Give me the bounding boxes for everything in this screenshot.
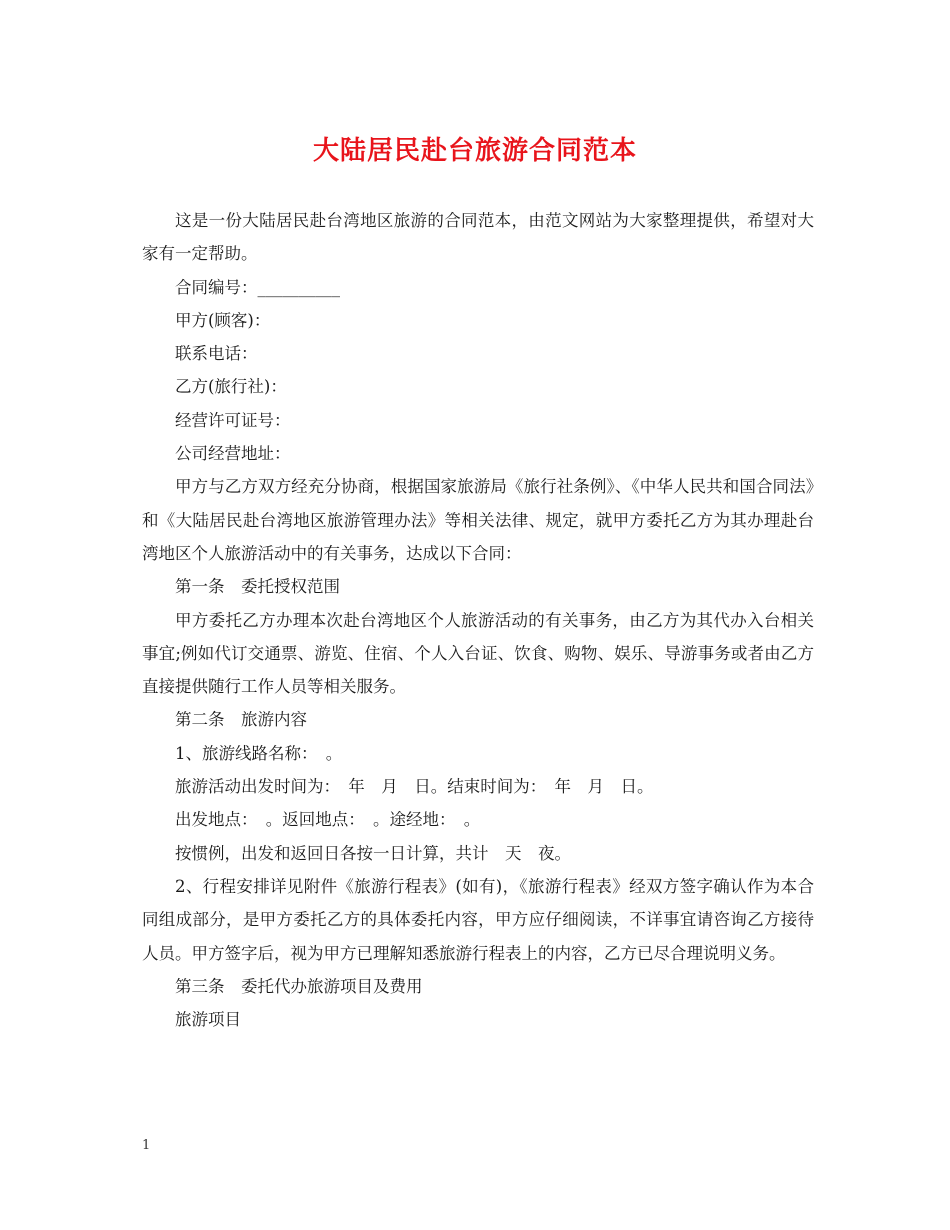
itinerary-paragraph: 2、行程安排详见附件《旅游行程表》(如有)，《旅游行程表》经双方签字确认作为本合同组成部分，是甲方委托乙方的具体委托内容，甲方应仔细阅读，不详事宜请咨询乙方接待人员。甲方签字后，视为甲方已理解知悉旅游行程表上的内容，乙方已尽合理说明义务。 [142,876,814,963]
article-2-heading: 第二条 旅游内容 [175,710,307,730]
travel-items-line: 旅游项目 [175,1010,241,1030]
route-name-line: 1、旅游线路名称： 。 [175,743,343,763]
intro-paragraph: 这是一份大陆居民赴台湾地区旅游的合同范本，由范文网站为大家整理提供，希望对大家有一定帮助。 [142,211,814,264]
article-1-paragraph: 甲方委托乙方办理本次赴台湾地区个人旅游活动的有关事务，由乙方为其代办入台相关事宜;例如代订交通票、游览、住宿、个人入台证、饮食、购物、娱乐、导游事务或者由乙方直接提供随行工作人员等相关服务。 [142,610,814,697]
party-a-field: 甲方(顾客)： [175,310,271,330]
document-title: 大陆居民赴台旅游合同范本 [312,136,637,166]
duration-line: 按惯例，出发和返回日各按一日计算，共计 天 夜。 [175,843,571,863]
phone-field: 联系电话： [175,344,258,364]
locations-line: 出发地点： 。返回地点： 。途经地： 。 [175,810,481,830]
departure-time-line: 旅游活动出发时间为： 年 月 日。结束时间为： 年 月 日。 [175,777,654,797]
preamble-paragraph: 甲方与乙方双方经充分协商，根据国家旅游局《旅行社条例》、《中华人民共和国合同法》和《大陆居民赴台湾地区旅游管理办法》等相关法律、规定，就甲方委托乙方为其办理赴台湾地区个人旅游活动中的有关事务，达成以下合同： [142,477,814,563]
article-3-heading: 第三条 委托代办旅游项目及费用 [175,976,423,996]
page-number: 1 [142,1138,151,1153]
article-1-heading: 第一条 委托授权范围 [175,577,340,597]
contract-number-field: 合同编号：__________ [175,277,340,297]
company-address-field: 公司经营地址： [175,444,291,464]
document-body [142,204,814,1036]
license-number-field: 经营许可证号： [175,410,291,430]
party-b-field: 乙方(旅行社)： [175,377,287,397]
